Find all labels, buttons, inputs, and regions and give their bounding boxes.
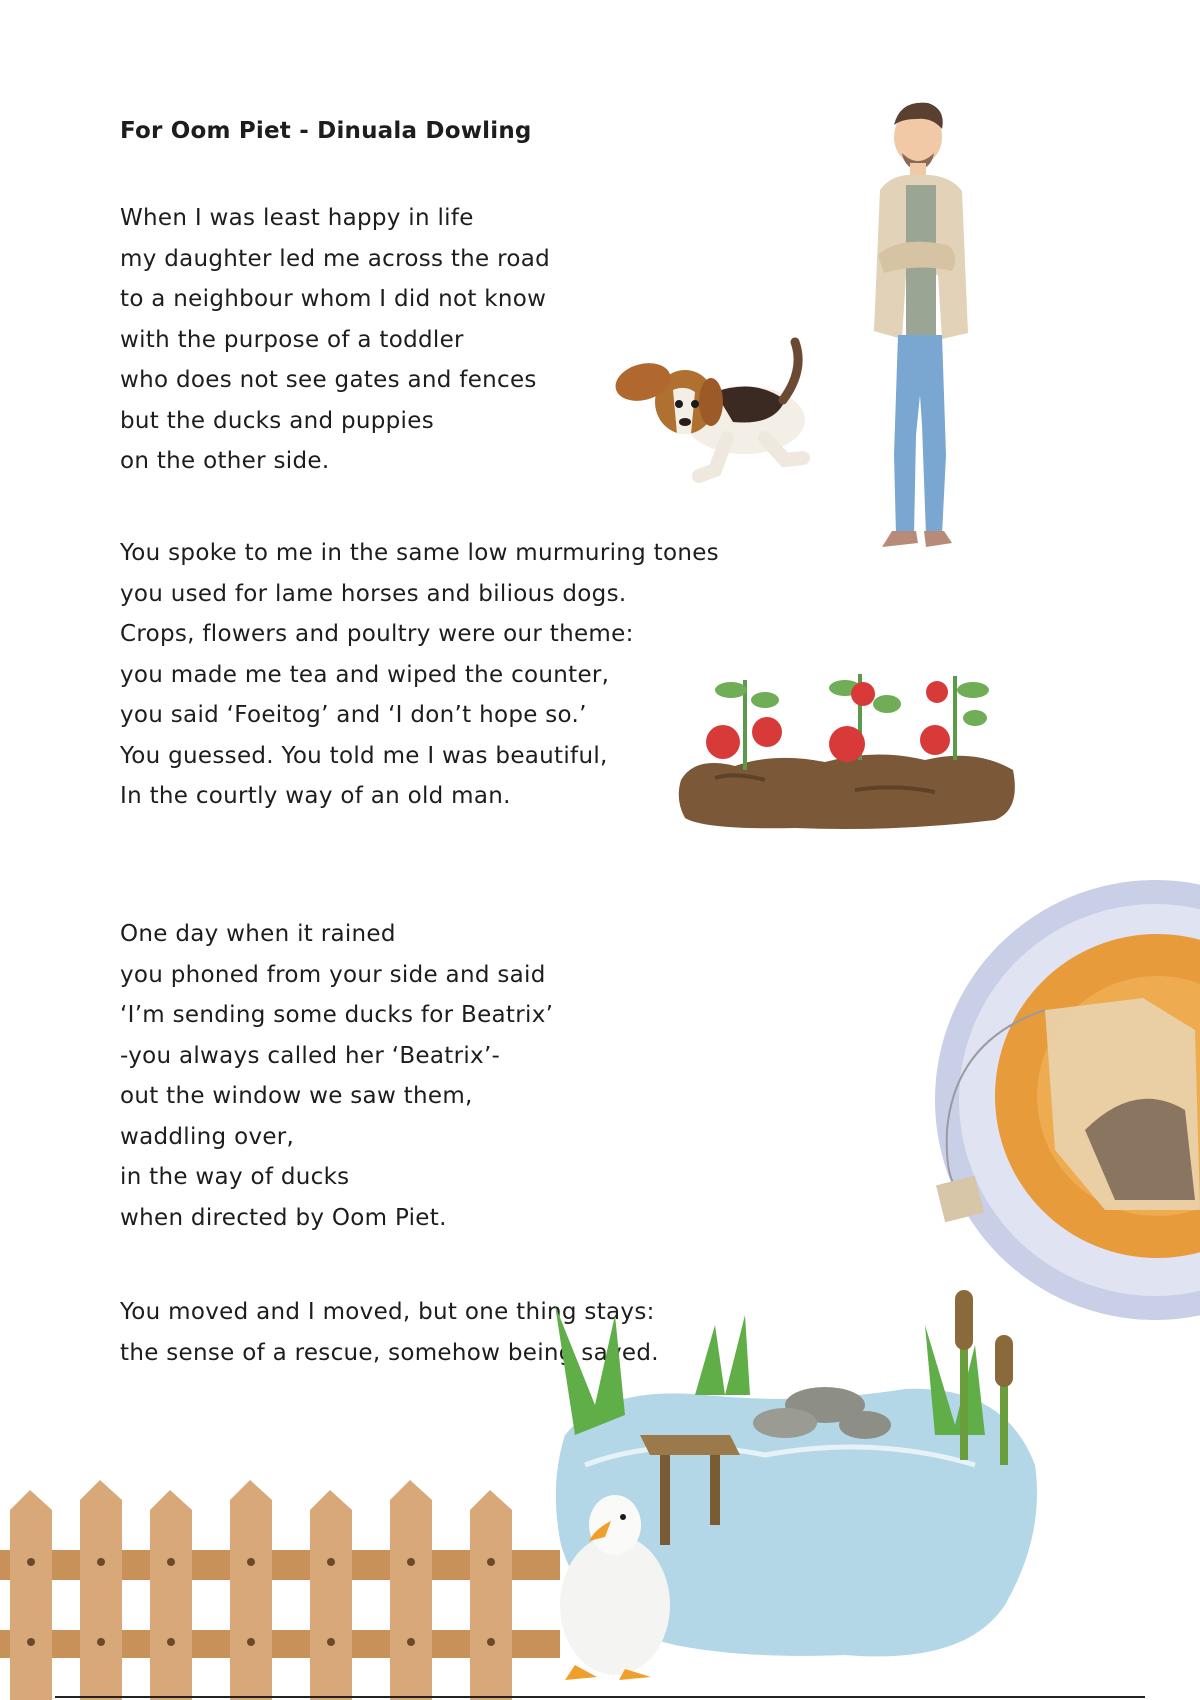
poem-line: but the ducks and puppies xyxy=(120,407,434,434)
stanza-3 xyxy=(120,914,553,1238)
poem-line: my daughter led me across the road xyxy=(120,245,551,272)
duck-pond-illustration xyxy=(545,1285,1065,1680)
standing-man-illustration xyxy=(840,95,1010,575)
poem-line: When I was least happy in life xyxy=(120,205,474,231)
bottom-divider xyxy=(55,1696,1145,1698)
beagle-puppy-illustration xyxy=(615,330,855,495)
poem-line: You spoke to me in the same low murmuring tones xyxy=(120,540,719,566)
poem-line: on the other side. xyxy=(120,448,330,474)
poem-line: out the window we saw them, xyxy=(120,1083,473,1109)
poem-line: ‘I’m sending some ducks for Beatrix’ xyxy=(120,1002,554,1028)
poem-line: you phoned from your side and said xyxy=(120,961,546,988)
poem-line: to a neighbour whom I did not know xyxy=(120,286,547,312)
poem-line: with the purpose of a toddler xyxy=(120,326,464,353)
stanza-2 xyxy=(120,533,719,817)
poem-line: waddling over, xyxy=(120,1123,295,1150)
poem-title: For Oom Piet - Dinuala Dowling xyxy=(120,118,532,144)
tomato-plants-illustration xyxy=(675,660,1020,835)
poem-line: the sense of a rescue, somehow being saved. xyxy=(120,1339,659,1366)
poem-line: who does not see gates and fences xyxy=(120,367,537,393)
stanza-1 xyxy=(120,198,550,482)
poem-line: In the courtly way of an old man. xyxy=(120,783,511,809)
poem-line: you made me tea and wiped the counter, xyxy=(120,661,610,688)
poem-line: you used for lame horses and bilious dogs. xyxy=(120,580,627,607)
poem-line: -you always called her ‘Beatrix’- xyxy=(120,1042,501,1069)
wooden-fence-illustration xyxy=(0,1470,560,1700)
poem-line: One day when it rained xyxy=(120,921,396,947)
cup-of-tea-illustration xyxy=(895,880,1200,1320)
poem-line: in the way of ducks xyxy=(120,1164,350,1190)
poem-line: You moved and I moved, but one thing stays: xyxy=(120,1299,655,1325)
poem-line: You guessed. You told me I was beautiful, xyxy=(120,742,608,769)
poem-line: Crops, flowers and poultry were our theme: xyxy=(120,621,634,647)
poem-line: when directed by Oom Piet. xyxy=(120,1204,447,1231)
poem-line: you said ‘Foeitog’ and ‘I don’t hope so.’ xyxy=(120,702,587,728)
